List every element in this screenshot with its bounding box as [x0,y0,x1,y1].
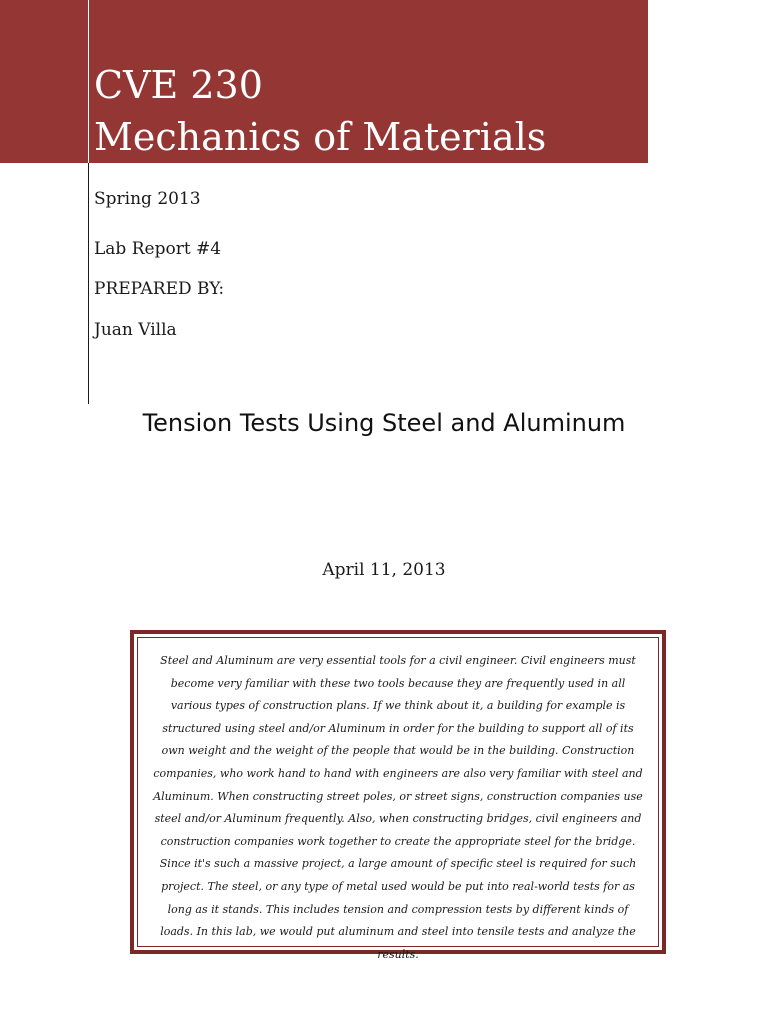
author-name: Juan Villa [94,320,177,340]
band-rule [88,0,89,163]
abstract-inner-frame [137,637,659,961]
report-number: Lab Report #4 [94,239,222,259]
course-code: CVE 230 [94,63,263,107]
abstract-box [130,630,666,961]
report-date: April 11, 2013 [322,560,446,580]
prepared-by-label: PREPARED BY: [94,279,225,299]
term: Spring 2013 [94,189,201,209]
report-title: Tension Tests Using Steel and Aluminum [142,409,626,437]
course-name: Mechanics of Materials [94,115,547,159]
abstract-text: Steel and Aluminum are very essential tools for a civil engineer. Civil engineers must become very familiar with these two tools because they are frequently used in all various types of construction plans. If we think about it, a building for example is structured using steel and/or Aluminum in order for the building to support all of its own weight and the weight of the people that would be in the building. Construction companies, who work hand to hand with engineers are also very familiar with steel and Aluminum. When constructing street poles, or street signs, construction companies use steel and/or Aluminum frequently. Also, when constructing bridges, civil engineers and construction companies work together to create the appropriate steel for the bridge. Since it's such a massive project, a large amount of specific steel is required for such project. The steel, or any type of metal used would be put into real-world tests for as long as it stands. This includes tension and compression tests by different kinds of loads. In this lab, we would put aluminum and steel into tensile tests and analyze the results. [153,654,643,961]
